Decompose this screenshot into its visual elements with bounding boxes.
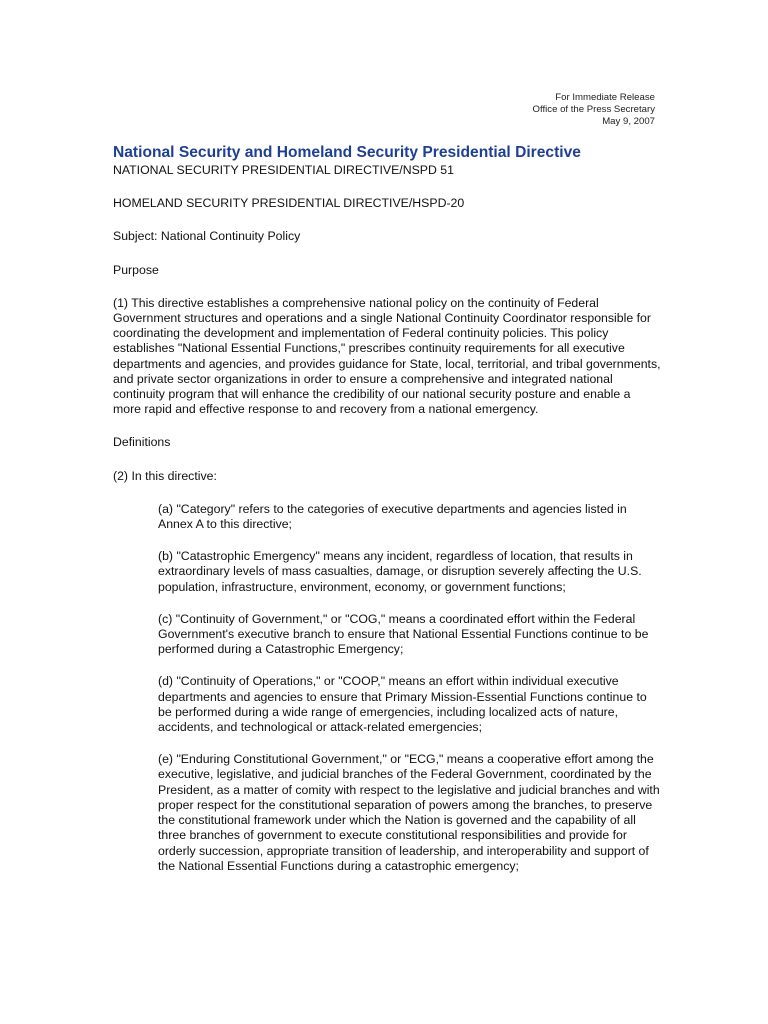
purpose-paragraph: (1) This directive establishes a comprehensive national policy on the continuity of Federal Government structures and operations and a single National Continuity Coordinator responsible for coordinating the development and implementation of Federal continuity policies. This policy establishes "National Essential Functions," prescribes continuity requirements for all executive departments and agencies, and provides guidance for State, local, territorial, and tribal governments, and private sector organizations in order to ensure a comprehensive and integrated national continuity program that will enhance the credibility of our national security posture and enable a more rapid and effective response to and recovery from a national emergency.: [113, 295, 661, 417]
release-line-office: Office of the Press Secretary: [532, 104, 655, 115]
definition-item-category: (a) "Category" refers to the categories of executive departments and agencies listed in Annex A to this directive;: [158, 501, 627, 532]
release-line-date: May 9, 2007: [602, 116, 655, 127]
definitions-list: [158, 502, 663, 874]
hspd-designation: HOMELAND SECURITY PRESIDENTIAL DIRECTIVE/HSPD-20: [113, 196, 465, 211]
release-info: [533, 92, 655, 128]
definition-item-coop: (d) "Continuity of Operations," or "COOP," means an effort within individual executive departments and agencies to ensure that Primary Mission-Essential Functions continue to be performed during a wide range of emergencies, including localized acts of nature, accidents, and technological or attack-related emergencies;: [158, 674, 647, 735]
definition-item-catastrophic-emergency: (b) "Catastrophic Emergency" means any incident, regardless of location, that results in extraordinary levels of mass casualties, damage, or disruption severely affecting the U.S. population, infrastructure, environment, economy, or government functions;: [158, 549, 642, 594]
definition-item-cog: (c) "Continuity of Government," or "COG," means a coordinated effort within the Federal Government's executive branch to ensure that National Essential Functions continue to be performed during a Catastrophic Emergency;: [158, 611, 649, 657]
purpose-heading: Purpose: [113, 262, 159, 277]
definition-item-ecg: (e) "Enduring Constitutional Government," or "ECG," means a cooperative effort among the executive, legislative, and judicial branches of the Federal Government, coordinated by the President, as a matter of comity with respect to the legislative and judicial branches and with proper respect for the constitutional separation of powers among the branches, to preserve the constitutional framework under which the Nation is governed and the capability of all three branches of government to execute constitutional responsibilities and provide for orderly succession, appropriate transition of leadership, and interoperability and support of the National Essential Functions during a catastrophic emergency;: [158, 752, 660, 873]
subject-line: Subject: National Continuity Policy: [113, 229, 301, 244]
nspd-designation: NATIONAL SECURITY PRESIDENTIAL DIRECTIVE/NSPD 51: [113, 163, 454, 177]
definitions-heading: Definitions: [113, 435, 171, 450]
release-line-immediate: For Immediate Release: [555, 92, 655, 103]
document-title: National Security and Homeland Security Presidential Directive: [113, 144, 581, 161]
document-body: [113, 143, 661, 874]
definitions-intro: (2) In this directive:: [113, 468, 217, 483]
